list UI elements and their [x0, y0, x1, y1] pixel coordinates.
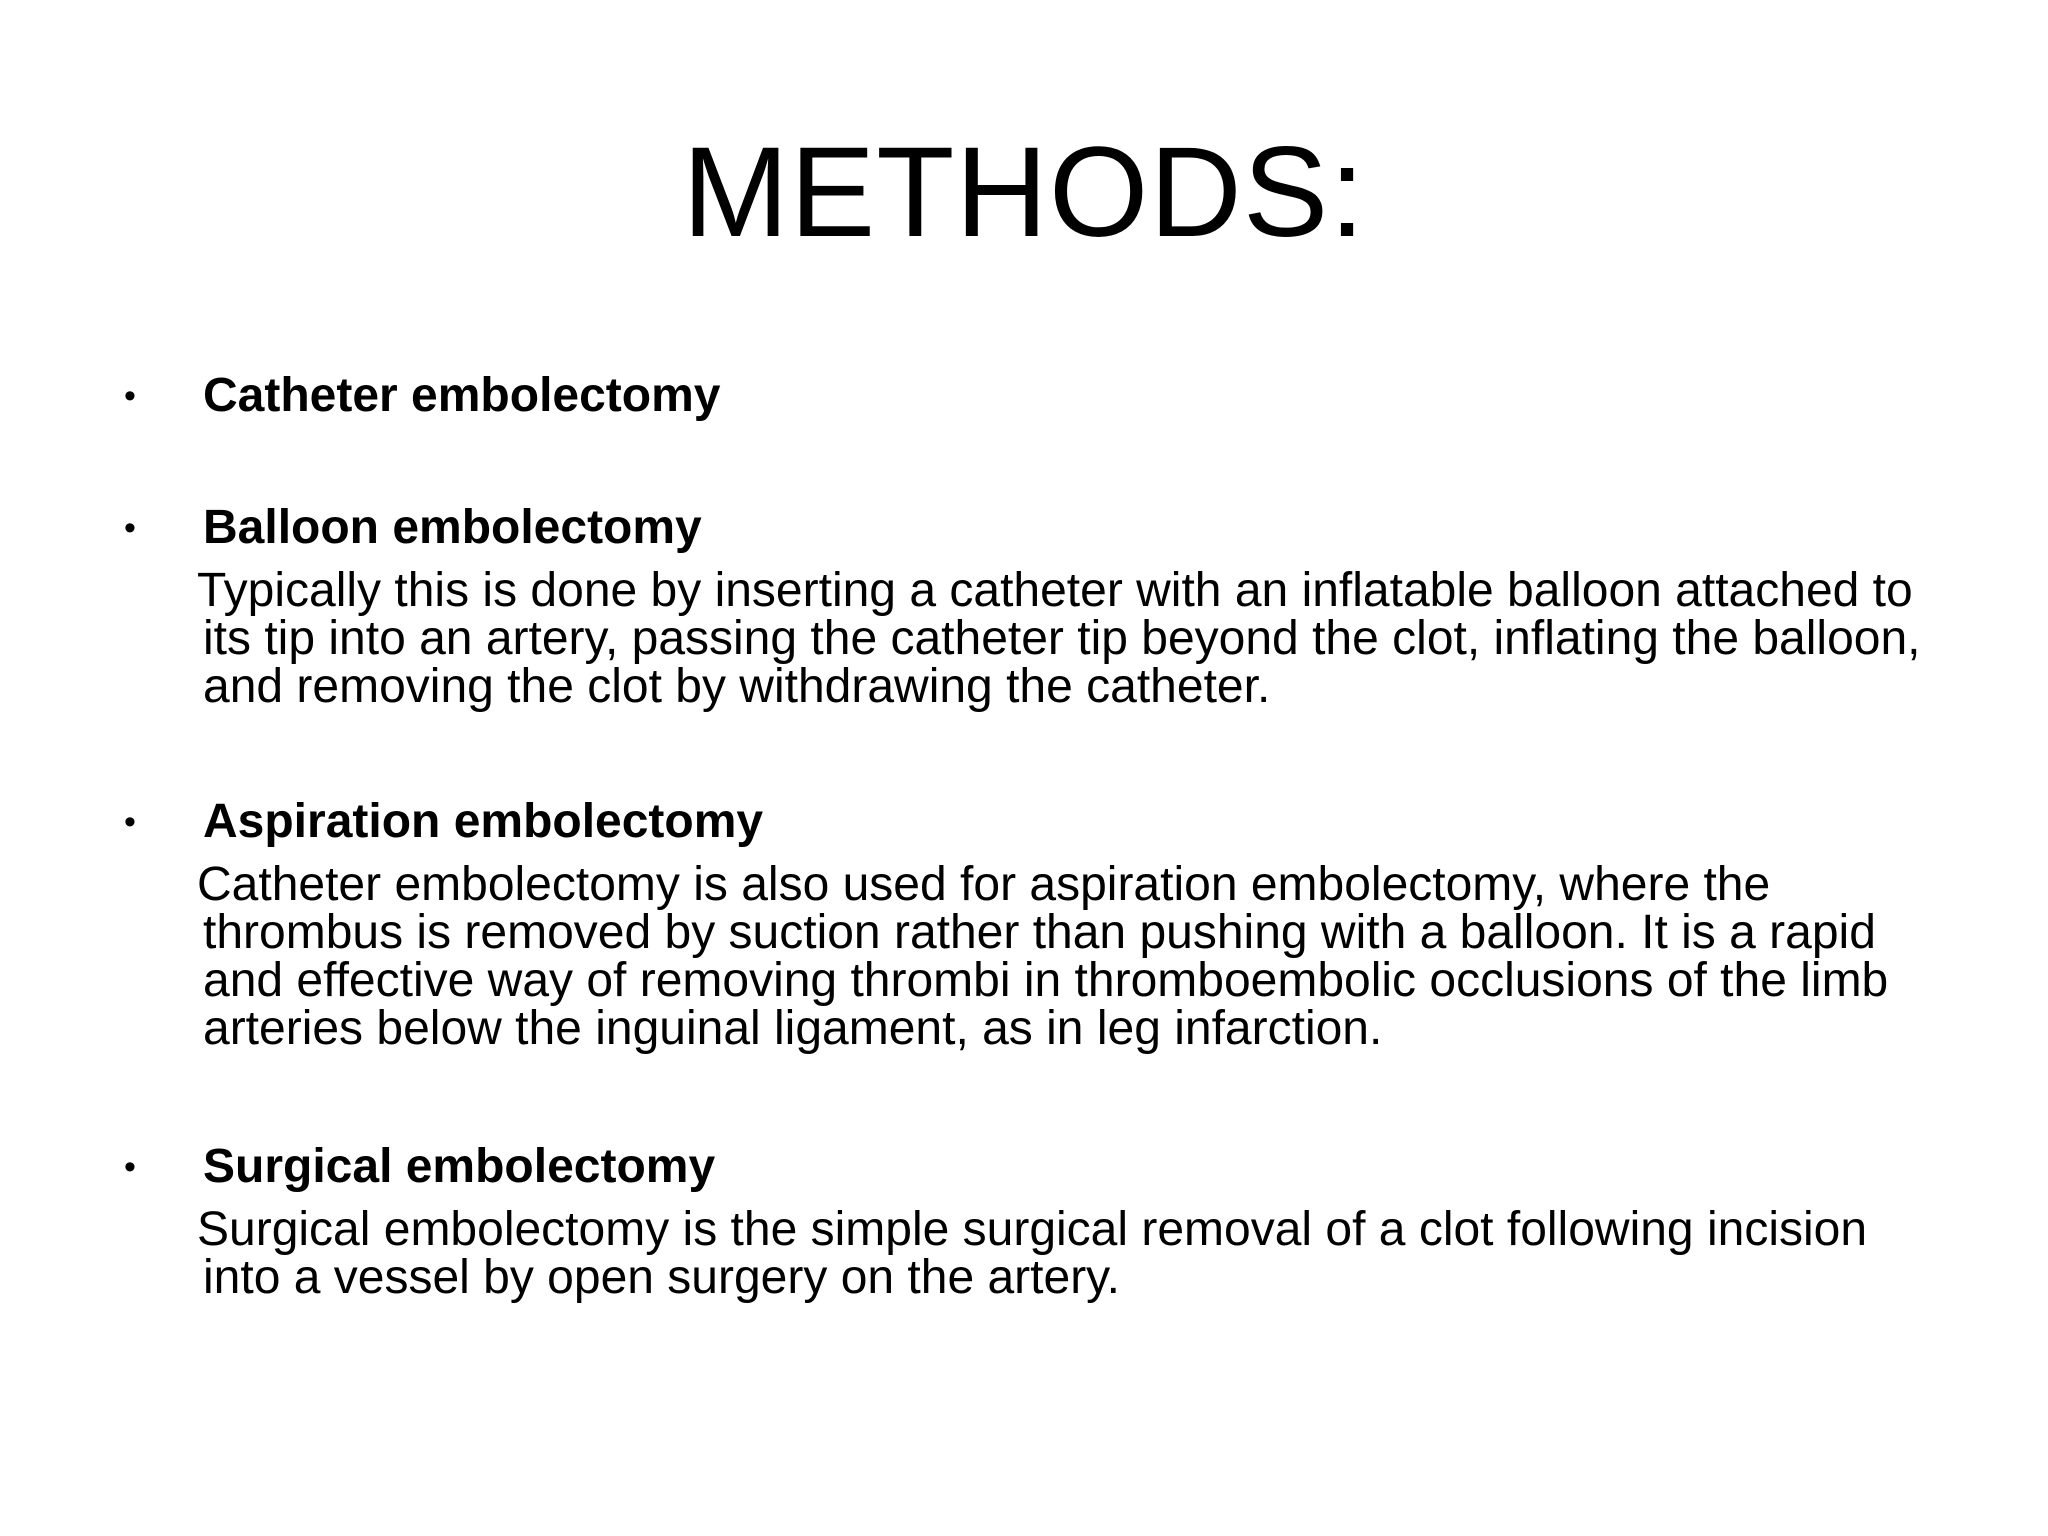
item-heading: Balloon embolectomy	[203, 501, 702, 554]
item-description: Typically this is done by inserting a catheter with an inflatable balloon attached to its tip into an artery, passing the catheter tip beyond the clot, inflating the balloon, and removing the clot by withdrawing the catheter.	[197, 564, 1921, 713]
bullet-icon: •	[124, 1148, 136, 1186]
item-heading: Surgical embolectomy	[203, 1140, 716, 1193]
item-description: Surgical embolectomy is the simple surgical removal of a clot following incision into a vessel by open surgery on the artery.	[197, 1203, 1868, 1304]
slide-title: METHODS:	[682, 121, 1366, 264]
bullet-icon: •	[124, 803, 136, 841]
bullet-icon: •	[124, 509, 136, 547]
item-heading: Catheter embolectomy	[203, 369, 721, 422]
item-heading: Aspiration embolectomy	[203, 795, 764, 848]
item-description: Catheter embolectomy is also used for aspiration embolectomy, where the thrombus is removed by suction rather than pushing with a balloon. It is a rapid and effective way of removing thrombi in thromboembolic occlusions of the limb arteries below the inguinal ligament, as in leg infarction.	[197, 858, 1889, 1055]
bullet-icon: •	[124, 377, 136, 415]
